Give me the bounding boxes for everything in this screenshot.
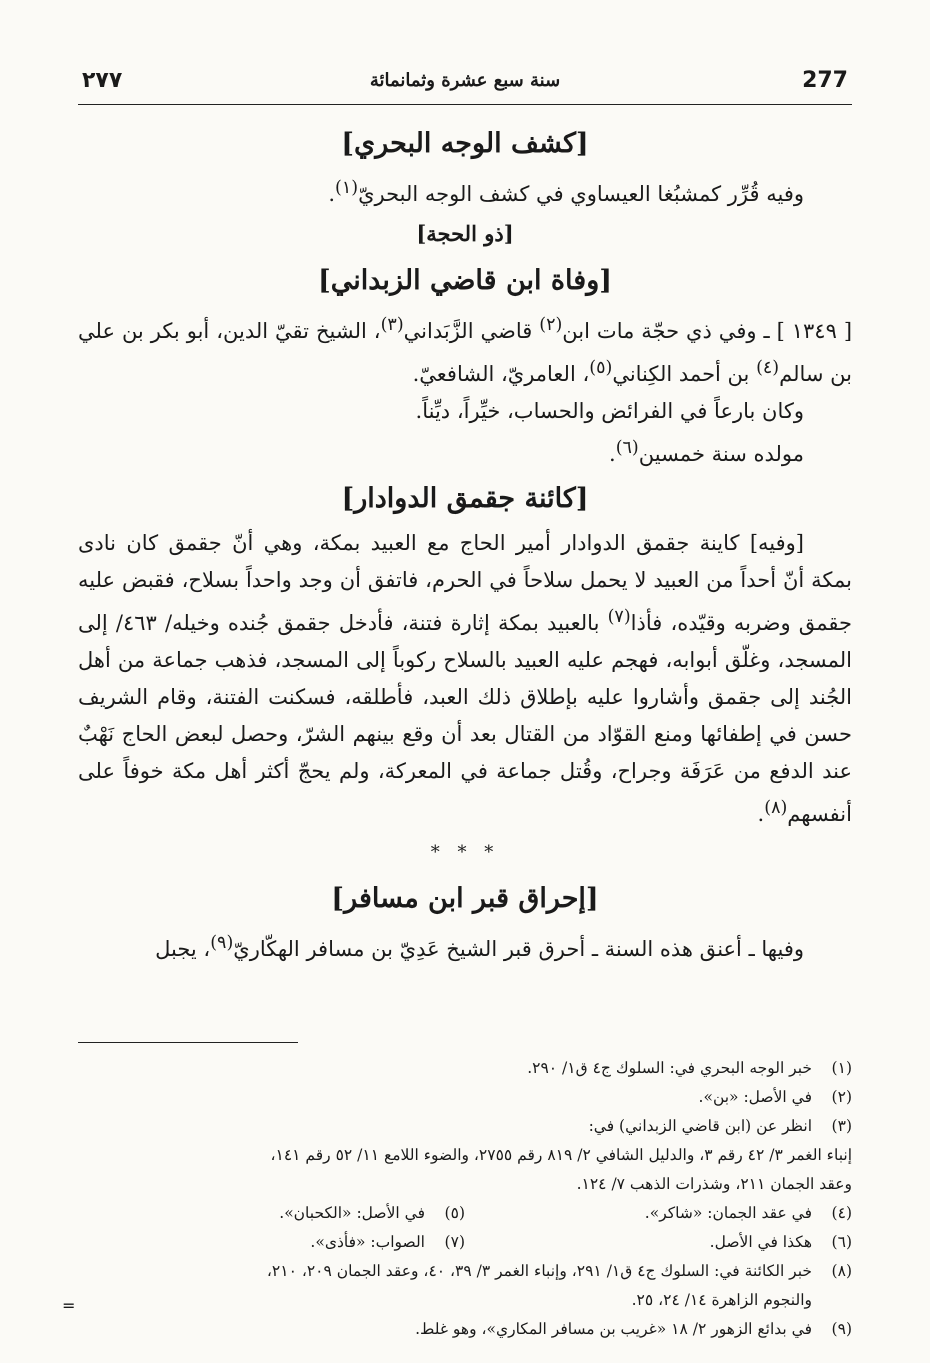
page-number-latin: 277 xyxy=(802,68,848,93)
footnote: (٧) الصواب: «فأذى». xyxy=(310,1233,465,1251)
page-number-arabic: ٢٧٧ xyxy=(82,68,123,93)
footnote: (٣) انظر عن (ابن قاضي الزبداني) في: xyxy=(588,1117,852,1135)
footnote: (٨) خبر الكائنة في: السلوك ج٤ ق١/ ٢٩١، وإنباء الغمر ٣/ ٣٩، ٤٠، وعقد الجمان ٢٠٩، ٢١٠، xyxy=(266,1262,852,1280)
section-heading: [كشف الوجه البحري] xyxy=(341,128,589,159)
paragraph: وفيها ـ أعنق هذه السنة ـ أحرق قبر الشيخ عَدِيّ بن مسافر الهكّاريّ$^{(٩)}$، يجبل xyxy=(155,933,804,961)
footnote: (٦) هكذا في الأصل. xyxy=(709,1233,852,1251)
edge-mark: = xyxy=(62,1296,76,1315)
footnote-continuation: وعقد الجمان ٢١١، وشذرات الذهب ٧/ ١٢٤. xyxy=(576,1175,852,1193)
footnote-ref[interactable]: (٨) xyxy=(764,798,788,818)
footnote: (٩) في بدائع الزهور ٢/ ١٨ «غريب بن مسافر المكاري»، وهو غلط. xyxy=(415,1320,852,1338)
paragraph: [وفيه] كاينة جقمق الدوادار أمير الحاج مع العبيد بمكة، وهي أنّ جقمق كان نادى بمكة أنّ أحداً من العبيد لا يحمل سلاحاً في الحرم، فاتفق أن وجد واحداً بسلاح، فقبض عليه جقمق وضربه وقيّده، فأذا$^{(٧)}$ بالعبيد بمكة إثارة فتنة، فأدخل جقمق جُنده وخيله/ ٤٦٣/ إلى المسجد، وغلّق أبوابه، فهجم عليه العبيد بالسلاح ركوباً إلى المسجد، فذهب جماعة من أهل الجُند إلى جقمق وأشاروا عليه بإطلاق ذلك العبد، فأطلقه، فسكنت الفتنة، وقام الشريف حسن في إطفائها ومنع القوّاد من القتال بعد أن وقع بينهم الشرّ، وحصل لبعض الحاج نَهْبٌ عند الدفع من عَرَفَة وجراح، وقُتل جماعة في المعركة، ولم يحجّ أكثر أهل مكة خوفاً على أنفسهم$^{(٨)}$. xyxy=(78,531,853,826)
main-text xyxy=(78,118,852,968)
footnote-ref[interactable]: (٧) xyxy=(607,607,631,627)
footnote-ref[interactable]: (٢) xyxy=(539,315,563,335)
paragraph: وفيه قُرِّر كمشبُغا العيساوي في كشف الوجه البحريّ$^{(١)}$. xyxy=(328,178,804,206)
footnote-continuation: إنباء الغمر ٣/ ٤٢ رقم ٣، والدليل الشافي ٢/ ٨١٩ رقم ٢٧٥٥، والضوء اللامع ١١/ ٥٢ رقم ١٤١، xyxy=(270,1146,852,1164)
footnote-pair xyxy=(78,1199,852,1228)
page-header xyxy=(78,62,852,96)
footnote-ref[interactable]: (٣) xyxy=(380,315,404,335)
book-page xyxy=(78,52,852,1342)
header-rule xyxy=(78,104,852,105)
footnote-ref[interactable]: (١) xyxy=(335,178,359,198)
footnote-pair xyxy=(78,1228,852,1257)
footnote-ref[interactable]: (٤) xyxy=(756,358,780,378)
running-title: سنة سبع عشرة وثمانمائة xyxy=(369,70,561,91)
section-heading: [إحراق قبر ابن مسافر] xyxy=(331,883,599,914)
footnote: (٢) في الأصل: «بن». xyxy=(698,1088,852,1106)
footnotes xyxy=(78,1054,852,1344)
section-heading: [كائنة جقمق الدوادار] xyxy=(341,483,589,514)
footnote-ref[interactable]: (٦) xyxy=(615,438,639,458)
footnote-rule xyxy=(78,1042,298,1043)
month-heading: [ذو الحجة] xyxy=(416,221,514,246)
footnote: (٥) في الأصل: «الكحبان». xyxy=(279,1204,465,1222)
paragraph: [ ١٣٤٩ ] ـ وفي ذي حجّة مات ابن$^{(٢)}$ قاضي الزَّبَداني$^{(٣)}$، الشيخ تقيّ الدين، أبو بكر بن علي بن سالم$^{(٤)}$ بن أحمد الكِناني$^{(٥)}$، العامريّ، الشافعيّ. xyxy=(78,315,853,386)
footnote-continuation: والنجوم الزاهرة ١٤/ ٢٤، ٢٥. xyxy=(631,1291,812,1309)
paragraph: وكان بارعاً في الفرائض والحساب، خيِّراً، ديِّناً. xyxy=(415,399,804,423)
footnote-ref[interactable]: (٩) xyxy=(210,933,234,953)
footnote-ref[interactable]: (٥) xyxy=(589,358,613,378)
footnote: (٤) في عقد الجمان: «شاكر». xyxy=(644,1204,852,1222)
footnote: (١) خبر الوجه البحري في: السلوك ج٤ ق١/ ٢٩٠. xyxy=(527,1059,852,1077)
section-heading: [وفاة ابن قاضي الزبداني] xyxy=(317,265,613,296)
paragraph: مولده سنة خمسين$^{(٦)}$. xyxy=(609,438,804,466)
section-separator: * * * xyxy=(430,842,500,863)
